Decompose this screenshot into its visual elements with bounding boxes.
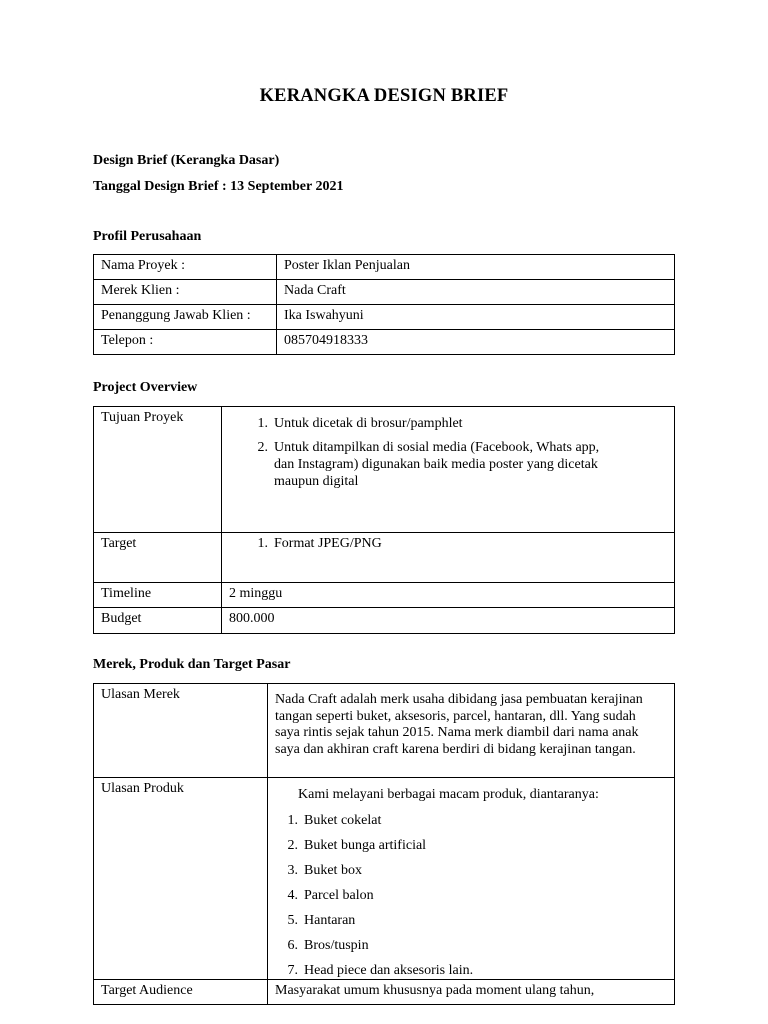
list-item xyxy=(246,535,614,552)
list-text: Buket cokelat xyxy=(304,813,382,828)
tujuan-cell xyxy=(222,407,675,533)
list-text: Bros/tuspin xyxy=(304,938,369,953)
produk-intro: Kami melayani berbagai macam produk, diantaranya: xyxy=(298,787,599,802)
profil-heading: Profil Perusahaan xyxy=(93,229,202,244)
profil-value: 085704918333 xyxy=(277,330,675,355)
list-text: Untuk ditampilkan di sosial media (Facebook, Whats app, dan Instagram) digunakan baik media poster yang dicetak maupun digital xyxy=(274,440,600,489)
target-audience-text: Masyarakat umum khususnya pada moment ulang tahun, xyxy=(268,980,675,1005)
table-row xyxy=(94,778,675,980)
profil-value: Nada Craft xyxy=(277,280,675,305)
profil-label: Merek Klien : xyxy=(94,280,277,305)
list-number: 1. xyxy=(257,536,268,551)
list-text: Buket box xyxy=(304,863,362,878)
list-number: 3. xyxy=(287,863,298,878)
list-text: Buket bunga artificial xyxy=(304,838,427,853)
list-text: Head piece dan aksesoris lain. xyxy=(304,963,474,978)
table-row xyxy=(94,684,675,778)
list-number: 2. xyxy=(257,440,268,455)
list-number: 1. xyxy=(287,813,298,828)
list-item xyxy=(276,862,664,879)
ulasan-produk-label: Ulasan Produk xyxy=(94,778,268,980)
list-item xyxy=(276,962,664,979)
list-number: 2. xyxy=(287,838,298,853)
merek-heading: Merek, Produk dan Target Pasar xyxy=(93,657,291,672)
list-text: Format JPEG/PNG xyxy=(274,536,382,551)
list-number: 7. xyxy=(287,963,298,978)
merek-table xyxy=(93,683,675,1005)
profil-label: Penanggung Jawab Klien : xyxy=(94,305,277,330)
ulasan-merek-label: Ulasan Merek xyxy=(94,684,268,778)
profil-table xyxy=(93,254,675,355)
target-label: Target xyxy=(94,533,222,583)
timeline-value: 2 minggu xyxy=(222,583,675,608)
table-row xyxy=(94,255,675,280)
list-item xyxy=(246,415,614,432)
budget-label: Budget xyxy=(94,608,222,634)
produk-list xyxy=(276,812,664,979)
overview-heading: Project Overview xyxy=(93,380,198,395)
list-number: 1. xyxy=(257,416,268,431)
overview-table xyxy=(93,406,675,634)
list-number: 4. xyxy=(287,888,298,903)
list-text: Hantaran xyxy=(304,913,356,928)
tujuan-list xyxy=(246,415,614,490)
profil-value: Poster Iklan Penjualan xyxy=(277,255,675,280)
target-list xyxy=(246,535,614,552)
profil-value: Ika Iswahyuni xyxy=(277,305,675,330)
profil-label: Telepon : xyxy=(94,330,277,355)
list-item xyxy=(276,812,664,829)
list-text: Parcel balon xyxy=(304,888,374,903)
table-row xyxy=(94,608,675,634)
list-item xyxy=(276,887,664,904)
list-item xyxy=(276,937,664,954)
budget-value: 800.000 xyxy=(222,608,675,634)
list-item xyxy=(246,439,614,490)
ulasan-produk-cell xyxy=(268,778,675,980)
table-row xyxy=(94,533,675,583)
table-row xyxy=(94,407,675,533)
timeline-label: Timeline xyxy=(94,583,222,608)
brief-date: Tanggal Design Brief : 13 September 2021 xyxy=(93,179,344,194)
target-audience-label: Target Audience xyxy=(94,980,268,1005)
table-row xyxy=(94,305,675,330)
table-row xyxy=(94,280,675,305)
list-text: Untuk dicetak di brosur/pamphlet xyxy=(274,416,463,431)
table-row xyxy=(94,980,675,1005)
target-cell xyxy=(222,533,675,583)
table-row xyxy=(94,583,675,608)
list-item xyxy=(276,837,664,854)
list-item xyxy=(276,912,664,929)
profil-label: Nama Proyek : xyxy=(94,255,277,280)
tujuan-label: Tujuan Proyek xyxy=(94,407,222,533)
list-number: 6. xyxy=(287,938,298,953)
subtitle: Design Brief (Kerangka Dasar) xyxy=(93,153,280,168)
table-row xyxy=(94,330,675,355)
ulasan-merek-text: Nada Craft adalah merk usaha dibidang jasa pembuatan kerajinan tangan seperti buket, aksesoris, parcel, hantaran, dll. Yang sudah saya rintis sejak tahun 2015. Nama merk diambil dari nama anak saya dan akhiran craft karena berdiri di bidang kerajinan tangan. xyxy=(268,684,675,778)
document-title: KERANGKA DESIGN BRIEF xyxy=(259,86,509,106)
list-number: 5. xyxy=(287,913,298,928)
